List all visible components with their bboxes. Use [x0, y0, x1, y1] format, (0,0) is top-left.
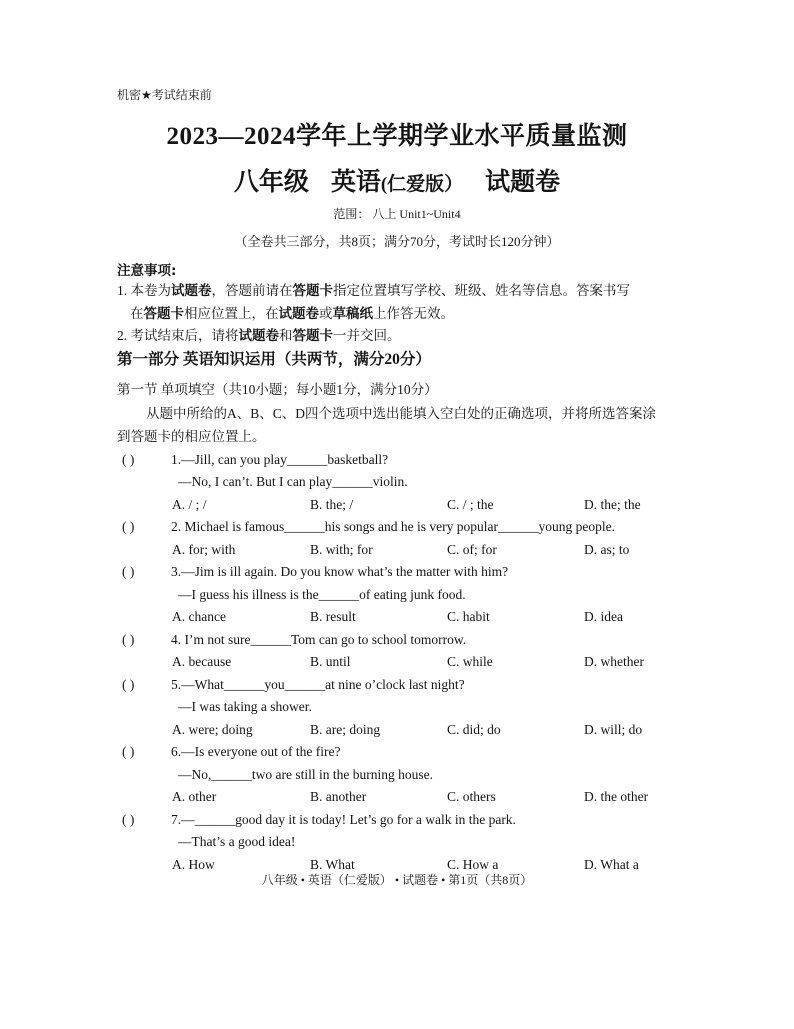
- option-b: B. What: [310, 857, 355, 872]
- question-stem-reply: —No, I can’t. But I can play______violin.: [178, 474, 408, 489]
- answer-blank[interactable]: ( ): [122, 677, 135, 692]
- option-b: B. another: [310, 789, 367, 804]
- question-stem-reply: —That’s a good idea!: [178, 834, 296, 849]
- paper-type-label: 试题卷: [485, 169, 561, 196]
- option-b: B. the; /: [310, 497, 354, 512]
- answer-blank[interactable]: ( ): [122, 519, 135, 534]
- option-d: D. whether: [584, 654, 644, 669]
- option-c: C. habit: [447, 609, 490, 624]
- exam-scope: 范围： 八上 Unit1~Unit4: [333, 207, 461, 221]
- section1-instruction-line1: 从题中所给的A、B、C、D四个选项中选出能填入空白处的正确选项，并将所选答案涂: [146, 406, 657, 421]
- option-d: D. as; to: [584, 542, 630, 557]
- option-c: C. others: [447, 789, 496, 804]
- option-a: A. for; with: [172, 542, 236, 557]
- notice-item-1-cont: 在答题卡相应位置上，在试题卷或草稿纸上作答无效。: [130, 306, 454, 321]
- notice-item-2: 2. 考试结束后，请将试题卷和答题卡一并交回。: [117, 328, 401, 343]
- option-d: D. the; the: [584, 497, 641, 512]
- option-a: A. / ; /: [172, 497, 207, 512]
- option-c: C. did; do: [447, 722, 501, 737]
- option-c: C. while: [447, 654, 493, 669]
- answer-blank[interactable]: ( ): [122, 632, 135, 647]
- option-c: C. / ; the: [447, 497, 494, 512]
- question-stem: 6.—Is everyone out of the fire?: [171, 744, 341, 759]
- part1-title: 第一部分 英语知识运用（共两节，满分20分）: [117, 351, 431, 368]
- option-c: C. of; for: [447, 542, 497, 557]
- grade-label: 八年级: [233, 169, 309, 196]
- option-a: A. because: [172, 654, 232, 669]
- answer-blank[interactable]: ( ): [122, 452, 135, 467]
- answer-blank[interactable]: ( ): [122, 564, 135, 579]
- option-b: B. with; for: [310, 542, 373, 557]
- option-d: D. the other: [584, 789, 649, 804]
- option-d: D. will; do: [584, 722, 643, 737]
- subject-label: 英语: [330, 169, 381, 196]
- notice-item-1: 1. 本卷为试题卷，答题前请在答题卡指定位置填写学校、班级、姓名等信息。答案书写: [117, 283, 630, 298]
- exam-title: 2023—2024学年上学期学业水平质量监测: [166, 123, 628, 150]
- question-stem: 7.—______good day it is today! Let’s go for a walk in the park.: [171, 812, 516, 827]
- question-stem: 5.—What______you______at nine o’clock last night?: [171, 677, 465, 692]
- question-stem: 4. I’m not sure______Tom can go to school tomorrow.: [171, 632, 467, 647]
- question-stem-reply: —I guess his illness is the______of eating junk food.: [178, 587, 466, 602]
- section1-instruction-line2: 到答题卡的相应位置上。: [117, 429, 266, 444]
- question-stem-reply: —I was taking a shower.: [178, 699, 312, 714]
- section1-title: 第一节 单项填空（共10小题；每小题1分，满分10分）: [117, 382, 438, 397]
- option-b: B. until: [310, 654, 351, 669]
- option-c: C. How a: [447, 857, 499, 872]
- exam-info: （全卷共三部分，共8页；满分70分，考试时长120分钟）: [234, 234, 560, 249]
- question-stem: 3.—Jim is ill again. Do you know what’s the matter with him?: [171, 564, 509, 579]
- option-a: A. were; doing: [172, 722, 253, 737]
- option-a: A. How: [172, 857, 215, 872]
- question-stem: 2. Michael is famous______his songs and he is very popular______young people.: [171, 519, 615, 534]
- answer-blank[interactable]: ( ): [122, 744, 135, 759]
- answer-blank[interactable]: ( ): [122, 812, 135, 827]
- page-footer: 八年级 • 英语（仁爱版） • 试题卷 • 第1页（共8页）: [261, 873, 533, 887]
- option-d: D. What a: [584, 857, 639, 872]
- option-a: A. chance: [172, 609, 226, 624]
- exam-subtitle: [0, 162, 794, 198]
- option-b: B. are; doing: [310, 722, 381, 737]
- confidential-label: 机密★考试结束前: [117, 88, 212, 102]
- option-a: A. other: [172, 789, 217, 804]
- option-b: B. result: [310, 609, 356, 624]
- notice-heading: 注意事项:: [117, 263, 177, 279]
- option-d: D. idea: [584, 609, 623, 624]
- question-stem-reply: —No,______two are still in the burning house.: [178, 767, 433, 782]
- question-stem: 1.—Jill, can you play______basketball?: [171, 452, 389, 467]
- edition-label: (仁爱版）: [380, 174, 464, 195]
